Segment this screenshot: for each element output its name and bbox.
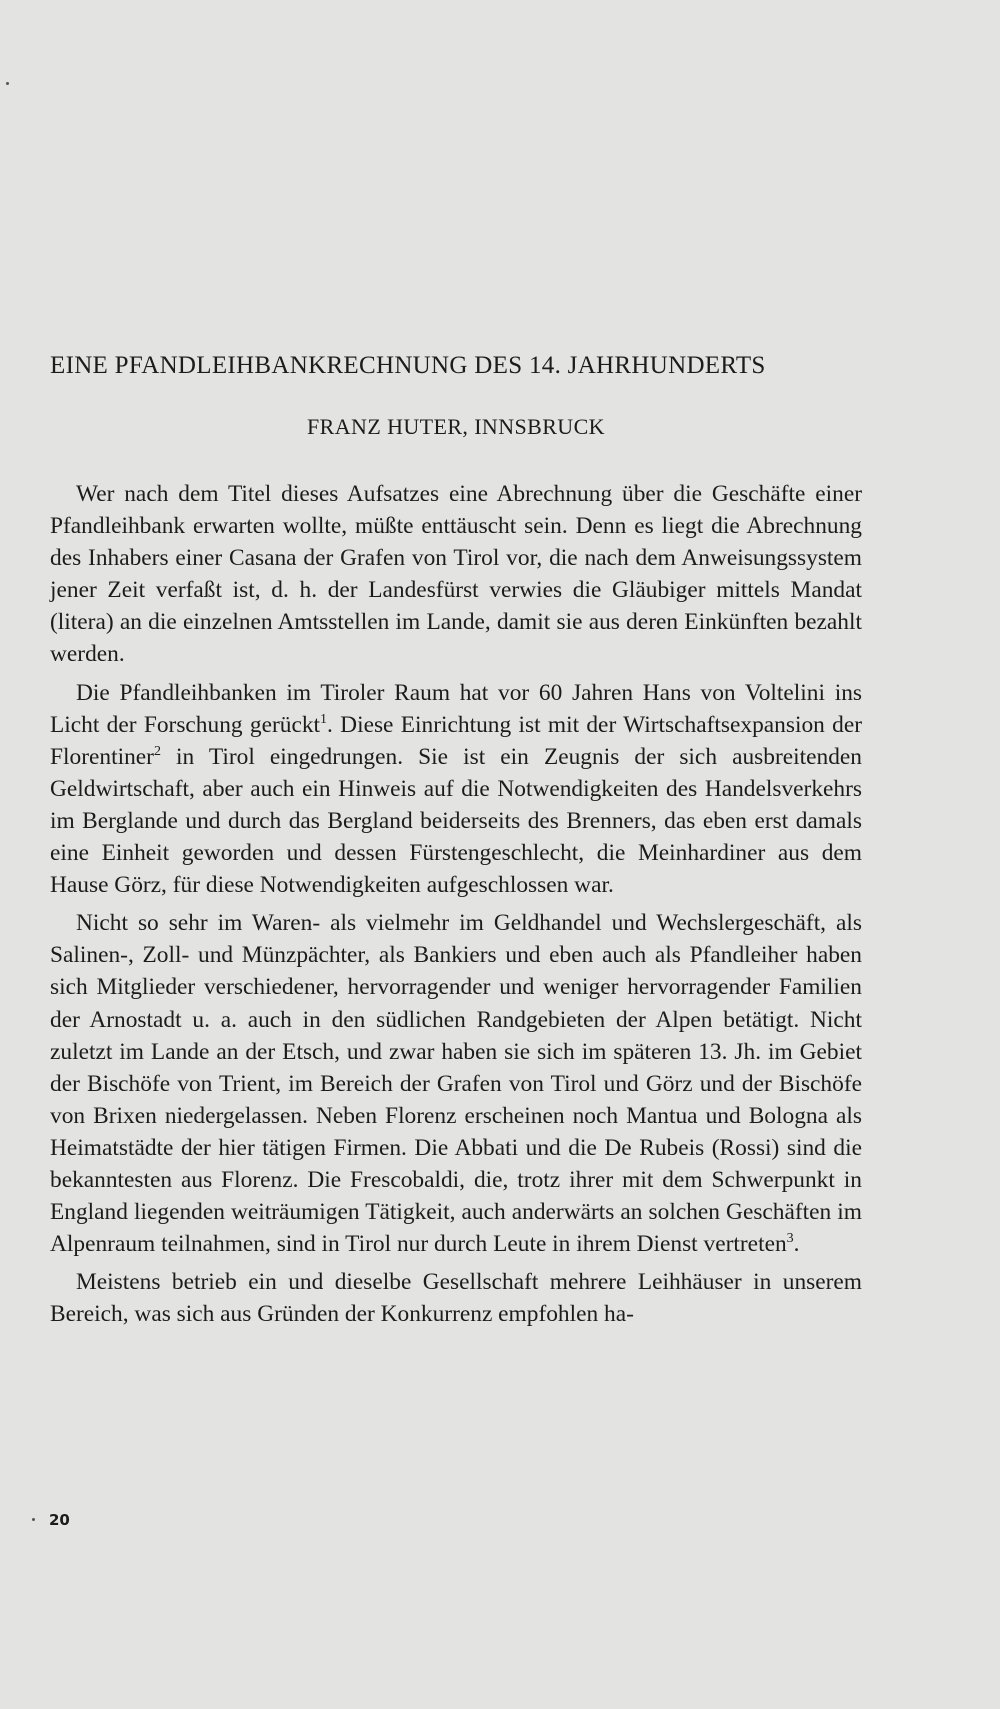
- article-title: EINE PFANDLEIHBANKRECHNUNG DES 14. JAHRHUNDERTS: [50, 352, 766, 379]
- paragraph-2: [50, 677, 862, 902]
- paragraph-2-text-b: . Diese Einrichtung ist mit der Wirtschaftsexpansion der Florentiner: [50, 711, 862, 770]
- paragraph-4: Meistens betrieb ein und dieselbe Gesellschaft mehrere Leihhäuser in unserem Bereich, was sich aus Gründen der Konkurrenz empfohlen ha-: [50, 1269, 862, 1328]
- paragraph-3: [50, 907, 862, 1260]
- paragraph-3-text-b: .: [793, 1231, 800, 1258]
- paragraph-1: Wer nach dem Titel dieses Aufsatzes eine Abrechnung über die Geschäfte einer Pfandleihbank erwarten wollte, müßte enttäuscht sein. Denn es liegt die Abrechnung des Inhabers einer Casana der Grafen von Tirol vor, die nach dem Anweisungssystem jener Zeit verfaßt ist, d. h. der Landesfürst verwies die Gläubiger mittels Mandat (litera) an die einzelnen Amtsstellen im Lande, damit sie aus deren Einkünften bezahlt werden.: [50, 481, 862, 668]
- margin-dot-top: [6, 82, 9, 85]
- footnote-ref-1: 1: [320, 711, 328, 727]
- article-body: [50, 478, 862, 1330]
- paragraph-2-text-a: Die Pfandleihbanken im Tiroler Raum hat vor 60 Jahren Hans von Voltelini ins Licht der Forschung gerückt: [50, 679, 862, 738]
- margin-dot-footer: [32, 1518, 35, 1521]
- paragraph-3-text-a: Nicht so sehr im Waren- als vielmehr im Geldhandel und Wechslergeschäft, als Salinen-, Zoll- und Münzpächter, als Bankiers und eben auch als Pfandleiher haben sich Mitglieder verschiedener, hervorragender und weniger hervorragender Familien der Arnostadt u. a. auch in den südlichen Randgebieten der Alpen betätigt. Nicht zuletzt im Lande an der Etsch, und zwar haben sie sich im späteren 13. Jh. im Gebiet der Bischöfe von Trient, im Bereich der Grafen von Tirol und Görz und der Bischöfe von Brixen niedergelassen. Neben Florenz erscheinen noch Mantua und Bologna als Heimatstädte der hier tätigen Firmen. Die Abbati und die De Rubeis (Rossi) sind die bekanntesten aus Florenz. Die Frescobaldi, die, trotz ihrer mit dem Schwerpunkt in England liegenden weiträumigen Tätigkeit, auch anderwärts an solchen Geschäften im Alpenraum teilnahmen, sind in Tirol nur durch Leute in ihrem Dienst vertreten: [50, 910, 862, 1258]
- footnote-ref-2: 2: [153, 743, 161, 759]
- paragraph-2-text-c: in Tirol eingedrungen. Sie ist ein Zeugnis der sich ausbreitenden Geldwirtschaft, aber auch ein Hinweis auf die Notwendigkeiten des Handelsverkehrs im Berglande und durch das Bergland beiderseits des Brenners, das eben erst damals eine Einheit geworden und dessen Fürstengeschlecht, die Meinhardiner aus dem Hause Görz, für diese Notwendigkeiten aufgeschlossen war.: [50, 743, 862, 899]
- footnote-ref-3: 3: [786, 1231, 794, 1247]
- article-author: FRANZ HUTER, INNSBRUCK: [307, 414, 605, 439]
- page-number: 20: [49, 1511, 70, 1529]
